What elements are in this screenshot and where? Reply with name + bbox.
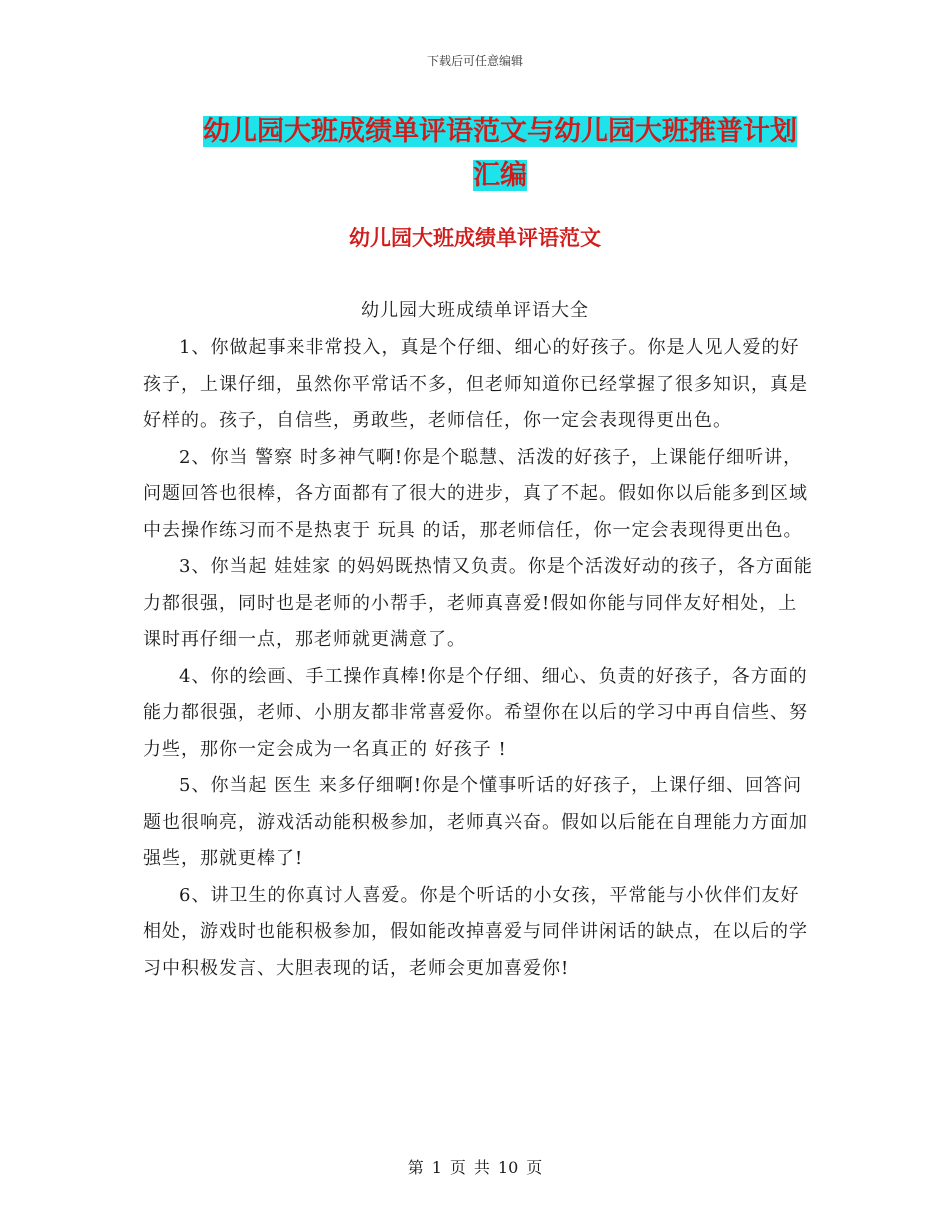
paragraph-5: 5、你当起 医生 来多仔细啊!你是个懂事听话的好孩子，上课仔细、回答问题也很响亮，游戏活动能积极参加，老师真兴奋。假如以后能在自理能力方面加强些，那就更棒了! [143,775,808,869]
footer-total-word: 页 [526,1158,543,1177]
subtitle: 幼儿园大班成绩单评语大全 [361,300,589,321]
footer-page-word: 页 [449,1158,466,1177]
document-title [190,110,810,198]
paragraph-2: 2、你当 警察 时多神气啊!你是个聪慧、活泼的好孩子，上课能仔细听讲，问题回答也很棒，各方面都有了很大的进步，真了不起。假如你以后能多到区域中去操作练习而不是热衷于 玩具 的话，那老师信任，你一定会表现得更出色。 [143,446,808,541]
footer-total-number: 10 [497,1158,519,1177]
paragraph-1: 1、你做起事来非常投入，真是个仔细、细心的好孩子。你是人见人爱的好孩子，上课仔细，虽然你平常话不多，但老师知道你已经掌握了很多知识，真是好样的。孩子，自信些，勇敢些，老师信任，你一定会表现得更出色。 [143,337,808,431]
paragraph-6: 6、讲卫生的你真讨人喜爱。你是个听话的小女孩，平常能与小伙伴们友好相处，游戏时也能积极参加，假如能改掉喜爱与同伴讲闲话的缺点，在以后的学习中积极发言、大胆表现的话，老师会更加喜爱你! [143,884,808,979]
section-title: 幼儿园大班成绩单评语范文 [349,226,601,250]
paragraph-3: 3、你当起 娃娃家 的妈妈既热情又负责。你是个活泼好动的孩子，各方面能力都很强，同时也是老师的小帮手，老师真喜爱!假如你能与同伴友好相处，上课时再仔细一点，那老师就更满意了。 [143,556,813,650]
footer-page-label: 第 [407,1158,424,1177]
document-body [143,330,815,987]
paragraph-4: 4、你的绘画、手工操作真棒!你是个仔细、细心、负责的好孩子，各方面的能力都很强，老师、小朋友都非常喜爱你。希望你在以后的学习中再自信些、努力些，那你一定会成为一名真正的 好孩子 ! [143,665,808,760]
footer-total-label: 共 [473,1158,490,1177]
footer-page-number: 1 [431,1158,442,1177]
page-footer [0,1155,950,1178]
document-title-text: 幼儿园大班成绩单评语范文与幼儿园大班推普计划汇编 [203,116,797,191]
header-note: 下载后可任意编辑 [426,54,523,68]
